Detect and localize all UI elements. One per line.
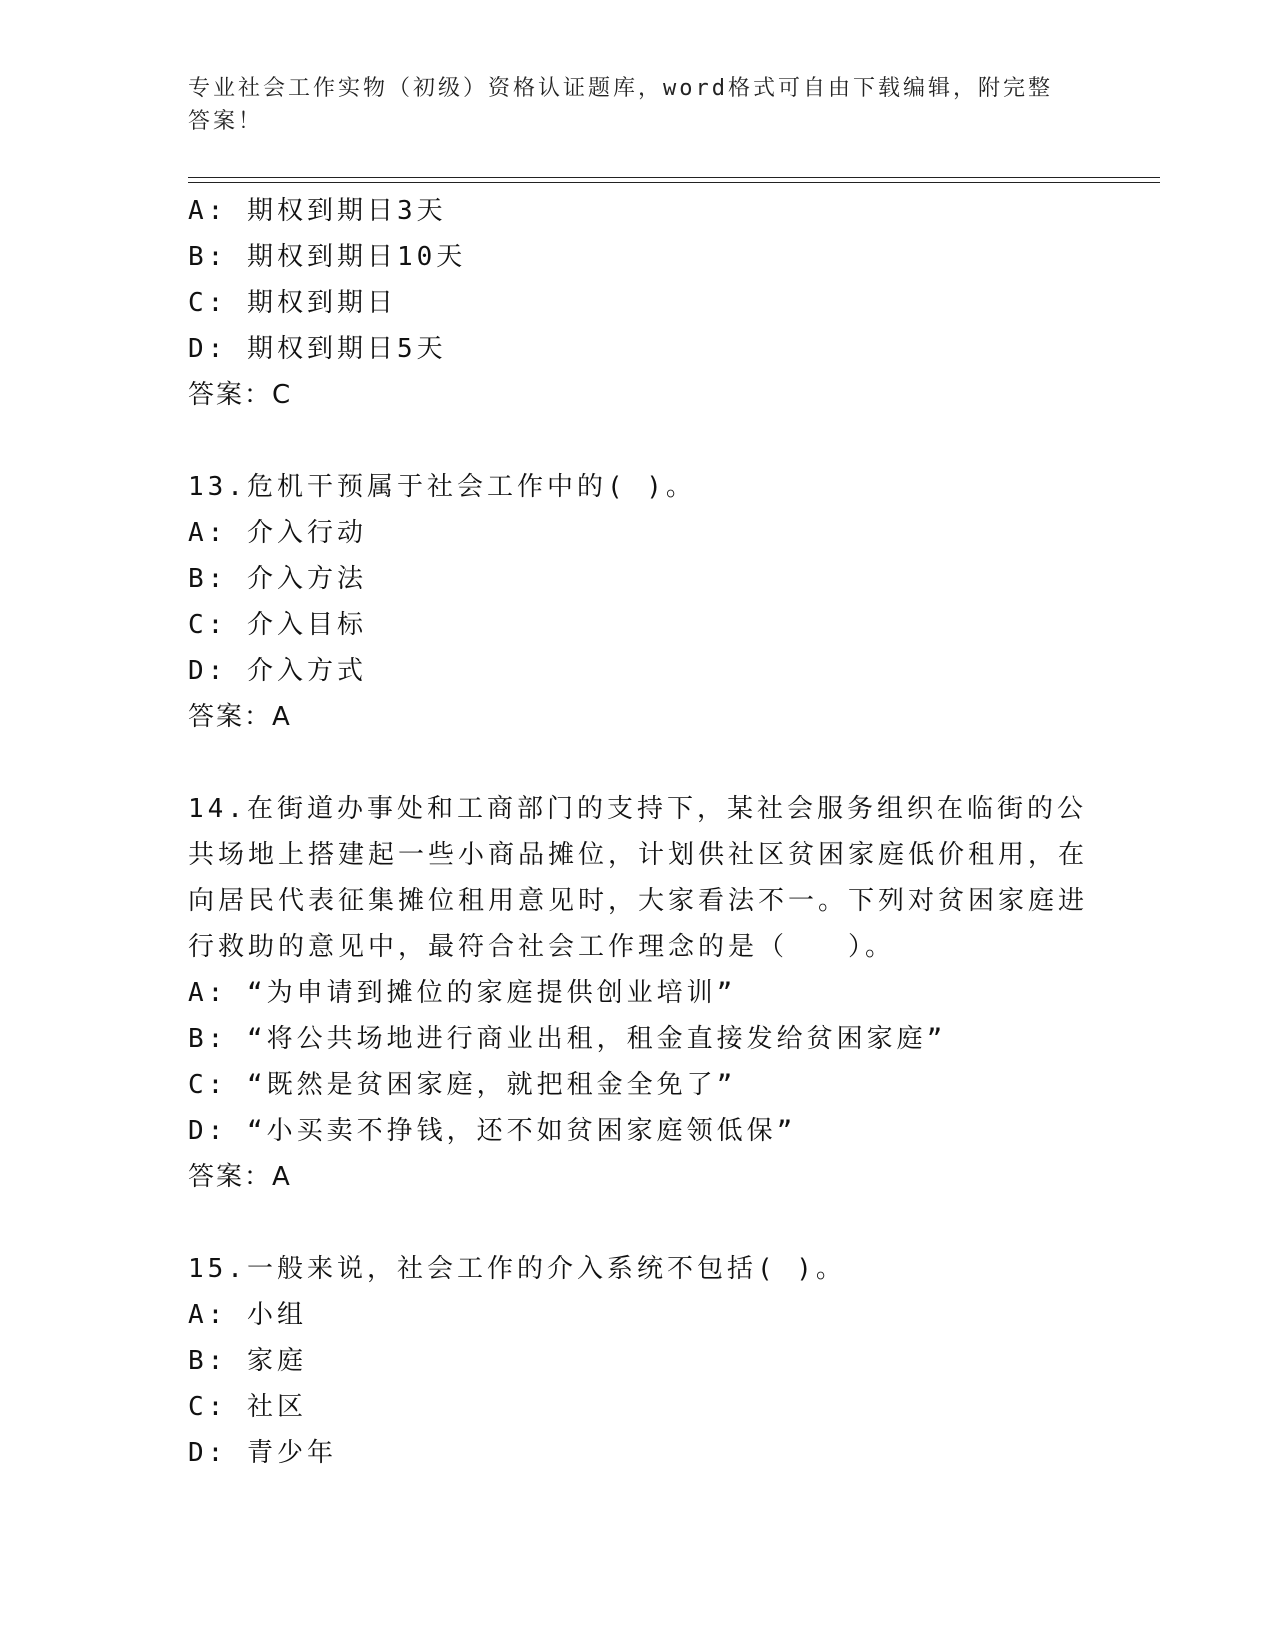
option-a: A: 介入行动 — [188, 518, 367, 548]
question-13-block — [188, 464, 1088, 740]
question-15-block — [188, 1246, 1088, 1476]
option-c: C: “既然是贫困家庭，就把租金全免了” — [188, 1070, 737, 1100]
option-a: A: 小组 — [188, 1300, 307, 1330]
question-stem: 15.一般来说，社会工作的介入系统不包括( )。 — [188, 1254, 846, 1284]
question-list — [188, 188, 1088, 1476]
question-stem: 13.危机干预属于社会工作中的( )。 — [188, 472, 696, 502]
header-divider-bottom — [188, 182, 1160, 183]
document-header — [188, 72, 1068, 138]
option-b: B: 介入方法 — [188, 564, 367, 594]
header-text: 专业社会工作实物（初级）资格认证题库，word格式可自由下载编辑，附完整答案！ — [188, 76, 1053, 134]
spacer — [188, 1200, 1088, 1246]
option-d: D: 青少年 — [188, 1438, 337, 1468]
spacer — [188, 418, 1088, 464]
header-divider-top — [188, 177, 1160, 178]
option-c: C: 社区 — [188, 1392, 307, 1422]
option-c: C: 期权到期日 — [188, 288, 397, 318]
spacer — [188, 740, 1088, 786]
option-a: A: “为申请到摊位的家庭提供创业培训” — [188, 978, 737, 1008]
question-stem: 14.在街道办事处和工商部门的支持下，某社会服务组织在临街的公共场地上搭建起一些小商品摊位，计划供社区贫困家庭低价租用，在向居民代表征集摊位租用意见时，大家看法不一。下列对贫困家庭进行救助的意见中，最符合社会工作理念的是（ ）。 — [188, 794, 1089, 962]
answer: 答案：A — [188, 702, 292, 732]
option-b: B: “将公共场地进行商业出租，租金直接发给贫困家庭” — [188, 1024, 947, 1054]
question-12-block — [188, 188, 1088, 418]
option-b: B: 家庭 — [188, 1346, 307, 1376]
option-c: C: 介入目标 — [188, 610, 367, 640]
answer: 答案：C — [188, 380, 293, 410]
option-a: A: 期权到期日3天 — [188, 196, 447, 226]
answer: 答案：A — [188, 1162, 292, 1192]
option-d: D: 介入方式 — [188, 656, 367, 686]
option-b: B: 期权到期日10天 — [188, 242, 467, 272]
question-14-block — [188, 786, 1088, 1200]
option-d: D: “小买卖不挣钱，还不如贫困家庭领低保” — [188, 1116, 797, 1146]
option-d: D: 期权到期日5天 — [188, 334, 447, 364]
